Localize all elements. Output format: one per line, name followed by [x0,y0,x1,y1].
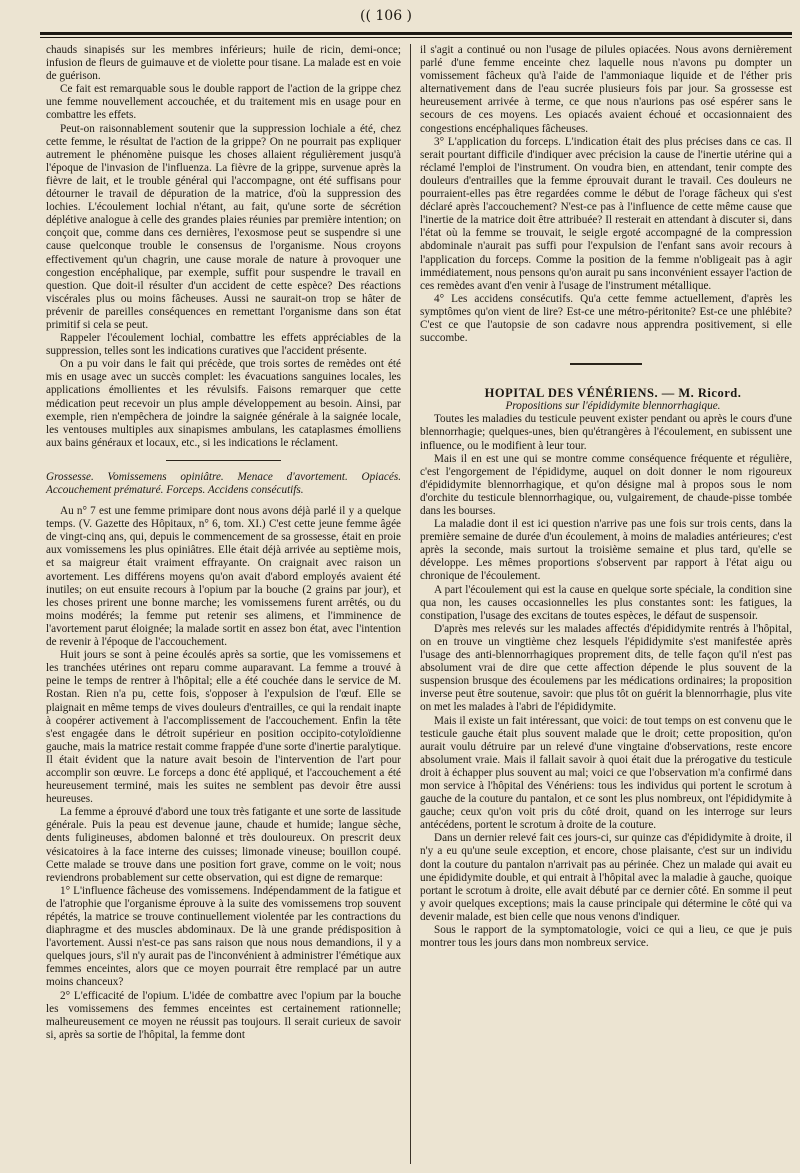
section-separator [166,460,281,461]
section-subtitle: Propositions sur l'épididymite blennorrhagique. [505,400,721,413]
section-separator [570,363,642,365]
paragraph: Sous le rapport de la symptomatologie, voici ce qui a lieu, ce que je puis montrer tous les jours dans mon nombreux service. [420,924,792,950]
paragraph: 3° L'application du forceps. L'indication était des plus précises dans ce cas. Il serait pourtant difficile d'indiquer avec précision la cause de l'inertie utérine qui a réclamé l'emploi de l'instrument. On voudra bien, en attendant, tenir compte des douleurs d'entrailles que la femme éprouvait durant le travail. Ces douleurs ne pourraient-elles pas être regardées comme le début de l'orage fâcheux qui s'est déclaré après l'accouchement? N'est-ce pas à l'influence de cette même cause que l'inertie de la matrice doit être attribuée? Il resterait en attendant à discuter si, dans l'état où la femme se trouvait, le seigle ergoté accompagné de la compression abdominale n'aurait pas suffi pour l'expulsion de l'enfant sans avoir recours à l'application du forceps. Comme la position de la femme n'obligeait pas à agir immédiatement, nous pensons qu'on aurait pu sans inconvénient essayer l'action de ces remèdes avant d'en venir à l'usage de l'instrument métallique. [420,135,792,292]
paragraph: chauds sinapisés sur les membres inférieurs; huile de ricin, demi-once; infusion de fleurs de guimauve et de violette pour tisane. La malade est en voie de guérison. [46,44,401,83]
paragraph: 1° L'influence fâcheuse des vomissemens. Indépendamment de la fatigue et de l'atrophie que l'organisme éprouve à la suite des vomissemens trop souvent répétés, la matrice se trouve continuellement violentée par les contractions du diaphragme et des muscles abdominaux. De là une grande prédisposition à l'avortement. Aussi n'est-ce pas sans raison que nous nous demandions, il y a quelques jours, s'il n'y aurait pas de l'inconvénient à administrer l'émétique aux femmes enceintes, alors que ce moyen pourrait être remplacé par un autre moins chanceux? [46,884,401,989]
paragraph: Rappeler l'écoulement lochial, combattre les effets appréciables de la suppression, telles sont les indications curatives que l'accident présente. [46,332,401,358]
paragraph: Au n° 7 est une femme primipare dont nous avons déjà parlé il y a quelque temps. (V. Gazette des Hôpitaux, n° 6, tom. XI.) C'est cette jeune femme âgée de vingt-cinq ans, qui, depuis le commencement de sa grossesse, était en proie aux vomissemens les plus opiniâtres. Elle était déjà arrivée au septième mois, et sa maigreur était vraiment effrayante. On craignait avec raison un avortement. Les différens moyens qu'on avait d'abord employés avaient été inutiles; on eut ensuite recours à l'opium par la bouche (2 grains par jour), et les choses prirent une bonne marche; les vomissemens furent arrêtés, ou du moins modérés; la femme put retenir ses alimens, et l'imminence de l'avortement parut éloignée; la malade sortit en assez bon état, avec l'intention de revenir à l'époque de l'accouchement. [46,505,401,649]
paragraph: A part l'écoulement qui est la cause en quelque sorte spéciale, la condition sine qua non, les causes occasionnelles les plus constantes sont: les fatigues, la constipation, l'usage des excitans de toutes espèces, le défaut de suspensoir. [420,583,792,622]
page-header [0,6,800,30]
right-column [420,44,792,950]
paragraph: Huit jours se sont à peine écoulés après sa sortie, que les vomissemens et les tranchées utérines ont reparu comme auparavant. La femme a trouvé à peine le temps de rentrer à l'hôpital; elle a été couchée dans le service de M. Rostan. Rien n'a pu, cette fois, s'opposer à l'expulsion de l'œuf. Elle se plaignait en même temps de vives douleurs d'entrailles, ce qui la rendait inapte à coopérer activement à l'accomplissement de l'accouchement. Enfin la tête s'est engagée dans le détroit supérieur en position occipito-cotyloïdienne gauche, mais la matrice restait comme frappée d'une sorte d'inertie paralytique. Il était évident que la nature avait besoin de l'intervention de l'art pour accomplir son œuvre. Le forceps a donc été appliqué, et l'accouchement a été heureusement terminé, mais les suites ne semblent pas devoir être aussi heureuses. [46,649,401,806]
paragraph: Ce fait est remarquable sous le double rapport de l'action de la grippe chez une femme nouvellement accouchée, et du traitement mis en usage pour en combattre les effets. [46,83,401,122]
paragraph: il s'agit a continué ou non l'usage de pilules opiacées. Nous avons dernièrement parlé d'une femme enceinte chez laquelle nous n'avons pu dompter un vomissement fâcheux qu'à l'aide de l'ammoniaque liquide et de l'éther pris alternativement dans de l'eau sucrée plusieurs fois par jour. Sa grossesse est heureusement arrivée à terme, ce que nous n'aurions pas osé espérer sans le secours de ces moyens. Les opiacés avaient échoué et occasionnaient des congestions encéphaliques fâcheuses. [420,44,792,135]
paragraph: 4° Les accidens consécutifs. Qu'a cette femme actuellement, d'après les symptômes qu'on vient de lire? Est-ce une métro-péritonite? Est-ce une phlébite? C'est ce que l'autopsie de son cadavre nous apprendra positivement, si elle succombe. [420,292,792,345]
paragraph: La femme a éprouvé d'abord une toux très fatigante et une sorte de lassitude générale. Puis la peau est devenue jaune, chaude et humide; langue sèche, dents fuligineuses, abdomen balonné et très douloureux. On prescrit deux vésicatoires à la face interne des cuisses; limonade vineuse; bouillon coupé. Cette malade se trouve dans une position fort grave, comme on le voit; nous reviendrons probablement sur cette observation, qui est digne de remarque: [46,806,401,884]
paragraph: D'après mes relevés sur les malades affectés d'épididymite rentrés à l'hôpital, on en trouve un vingtième chez lesquels l'épididymite s'est manifestée après l'usage des anti-blennorrhagiques proprement dits, de telle façon qu'il n'est pas absolument vrai de dire que cette affection dépende le plus souvent de la suspension brusque des écoulemens par les médications ordinaires; la proposition inverse peut être soutenue, savoir: que plus tôt on guérit la blennorrhagie, plus vite on met les malades à l'abri de l'épididymite. [420,622,792,714]
header-rule-thin [40,37,792,38]
section-title: HOPITAL DES VÉNÉRIENS. — M. Ricord. [484,386,742,401]
page-number: (( 106 ) [360,8,413,24]
paragraph: On a pu voir dans le fait qui précède, que trois sortes de remèdes ont été mis en usage avec un succès complet: les évacuations sanguines locales, les applications émollientes et les révulsifs. Faisons remarquer que cette médication peut recevoir un plus ample développement au besoin. Ainsi, par exemple, rien n'empêchera de joindre la saignée générale à la saignée locale, les ventouses multiples aux sinapismes ambulans, les cataplasmes émolliens aux bains généraux et locaux, etc., si les indications le réclament. [46,358,401,449]
paragraph: Mais il en est une qui se montre comme conséquence fréquente et régulière, c'est l'engorgement de l'épididyme, auquel on doit donner le nom rigoureux d'épididymite blennorrhagique, et qu'on désigne mal à propos sous le nom d'orchite du testicule blennorrhagique, ou, vulgairement, de chaude-pisse tombée dans les bourses. [420,452,792,517]
paragraph: Dans un dernier relevé fait ces jours-ci, sur quinze cas d'épididymite à droite, il n'y a eu qu'une seule exception, et encore, chose plaisante, c'est sur un individu dont la couture du pantalon n'arrivait pas au périnée. Chez un malade qui avait eu une épididymite double, et qui entrait à l'hôpital avec la maladie à gauche, quoique portant le scrotum à droite, elle avait débuté par ce dernier côté. En somme il peut y avoir quelques exceptions; mais la cause principale qui détermine le côté qui va devenir malade, est bien celle que nous venons d'indiquer. [420,832,792,923]
paragraph: Mais il existe un fait intéressant, que voici: de tout temps on est convenu que le testicule gauche était plus souvent malade que le droit; cette proposition, qu'on aurait voulu détruire par un relevé d'une vingtaine d'observations, reste encore absolument vraie. Mais il fallait savoir à quoi était due la prérogative du testicule droit à échapper plus souvent au mal; voici ce que l'observation m'a confirmé dans mon service à l'hôpital des Vénériens: tous les individus qui portent le scrotum à gauche de la couture du pantalon, et ce sont les plus nombreux, ont l'épididymite à gauche; ceux qu'on voit pris du côté droit, quand on les interroge sur leurs antécédens, portent le scrotum à droite de la couture. [420,714,792,832]
left-column [46,44,401,1042]
paragraph: La maladie dont il est ici question n'arrive pas une fois sur trois cents, dans la première semaine de durée d'un écoulement, à moins de maladies antérieures; c'est après la seconde, mais surtout la troisième semaine et plus tard, qu'elle se développe. Les mêmes proportions s'observent par rapport à l'état aigu ou chronique de l'écoulement. [420,518,792,583]
paragraph: Toutes les maladies du testicule peuvent exister pendant ou après le cours d'une blennorrhagie; quelques-unes, bien qu'étrangères à l'écoulement, en subissent une influence, ou le modifient à leur tour. [420,413,792,452]
column-divider [410,44,411,1164]
paragraph: 2° L'efficacité de l'opium. L'idée de combattre avec l'opium par la bouche les vomissemens des femmes enceintes est certainement rationnelle; malheureusement ce moyen ne réussit pas toujours. Il serait curieux de savoir si, après sa sortie de l'hôpital, la femme dont [46,989,401,1041]
header-rule-thick [40,32,792,35]
case-heading: Grossesse. Vomissemens opiniâtre. Menace d'avortement. Opiacés. Accouchement prématuré. Forceps. Accidens consécutifs. [46,470,401,496]
paragraph: Peut-on raisonnablement soutenir que la suppression lochiale a été, chez cette femme, le résultat de l'action de la grippe? On ne pourrait pas expliquer autrement le phénomène puisque les choses allaient régulièrement jusqu'à l'époque de l'invasion de l'influenza. La fièvre de la grippe, survenue après la fièvre de lait, et le trouble général qui l'accompagne, ont été suffisans pour détourner le travail de dépuration de la matrice, d'où la suppression des lochies. L'écoulement lochial n'étant, au fait, qu'une sorte de sécrétion déplétive analogue à celle des grandes plaies réunies par première intention; on conçoit que, comme dans ces dernières, l'exosmose peut se suspendre si une cause quelconque trouble le consensus de l'organisme. Nous croyons effectivement qu'un chagrin, une cause morale de nature à provoquer une congestion encéphalique, par exemple, suffit pour suspendre le travail en question. Que doit-il résulter d'un accident de cette espèce? Des réactions viscérales plus ou moins fâcheuses. Aussi ne saurait-on trop se hâter de prévenir de pareilles conséquences en remettant l'organisme dans son état primitif si cela se peut. [46,122,401,331]
